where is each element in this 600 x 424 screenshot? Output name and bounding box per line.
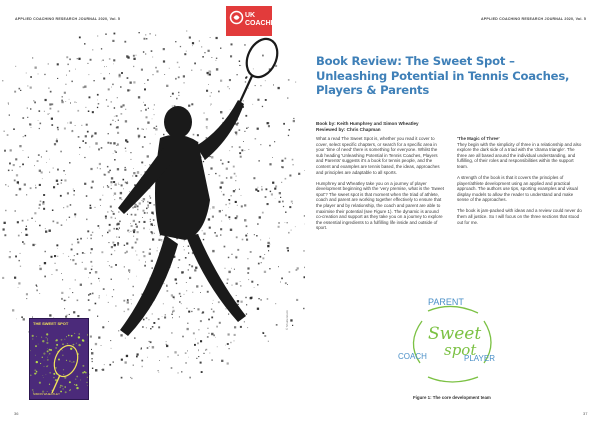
diagram-label-coach: COACH	[398, 352, 427, 361]
logo-text-line2: COACHING	[245, 19, 284, 27]
byline	[316, 121, 419, 133]
body-column-2	[457, 136, 585, 230]
reviewer: Reviewed by: Chris Chapman	[316, 127, 381, 132]
page-number-left: 36	[14, 411, 19, 416]
paragraph: Humphrey and Wheatley take you on a journey of player development beginning with the 'very premise, what is the 'Sweet spot'? The sweet spot is that moment when the triad of athlete, coach and parent are working together effectively to ensure that the player and by relationship, the coach and parent are able to maximise their potential (see Figure 1). The dynamic is around co-creation and support as they take you on a journey to explore the essential ingredients to a fulfilling life inside and outside of sport.	[316, 180, 444, 231]
diagram-arrow-bottom	[428, 377, 478, 382]
logo-text	[245, 12, 283, 27]
paragraph: They begin with the simplicity of three in a relationship and also explore the dark side of a triad with the 'drama triangle'. The three are all based around the individual understanding, and fulfilling, of their roles and responsibilities within the support team.	[457, 141, 582, 169]
book-cover	[29, 318, 89, 400]
diagram-center-sweet: Sweet	[428, 324, 482, 344]
book-cover-author: SIMON WHEATLEY	[33, 392, 60, 396]
diagram-label-parent: PARENT	[428, 297, 464, 307]
paragraph: What a read The Sweet Spot is, whether you read it cover to cover, select specific chapters, or search for a specific area in your 'time of need' there is something for everyone. Whilst the sub heading 'Unleashing Potential in Tennis Coaches, Players and Parents' suggests it's a book for tennis people, and the content and examples are tennis based, the ideas, approaches and principles are adaptable to all sports.	[316, 136, 440, 175]
figure-caption: Figure 1: The core development team	[413, 395, 491, 400]
paragraph: A strength of the book is that it covers the principles of player/athlete development using an applied and practical approach. The authors use tips, sporting examples and visual display models to allow the reader to understand and make sense of the approaches.	[457, 174, 578, 203]
book-cover-title: THE SWEET SPOT	[33, 321, 69, 326]
diagram-label-player: PLAYER	[464, 354, 495, 363]
body-column-1	[316, 136, 444, 236]
page-number-right: 37	[583, 411, 588, 416]
paragraph: The book is jam-packed with ideas and a review could never do them all justice. So I will focus on the three sections that stood out for me.	[457, 208, 582, 225]
image-credit: © Shutterstock	[285, 310, 289, 330]
logo-text-line1: UK	[245, 12, 256, 19]
running-head-right: APPLIED COACHING RESEARCH JOURNAL 2020, Vol. 5	[481, 17, 587, 21]
book-cover-art	[30, 319, 89, 400]
diagram-arrow-top	[428, 306, 478, 313]
subheading: 'The Magic of Three'	[457, 136, 500, 141]
core-development-team-diagram	[398, 293, 506, 389]
book-authors: Book by: Keith Humphrey and Simon Wheatley	[316, 121, 419, 126]
logo-mark-icon	[229, 10, 244, 25]
article-title: Book Review: The Sweet Spot – Unleashing Potential in Tennis Coaches, Players & Parents	[316, 54, 570, 97]
running-head-left: APPLIED COACHING RESEARCH JOURNAL 2020, Vol. 5	[15, 17, 121, 21]
diagram-center-spot: spot	[444, 341, 477, 359]
